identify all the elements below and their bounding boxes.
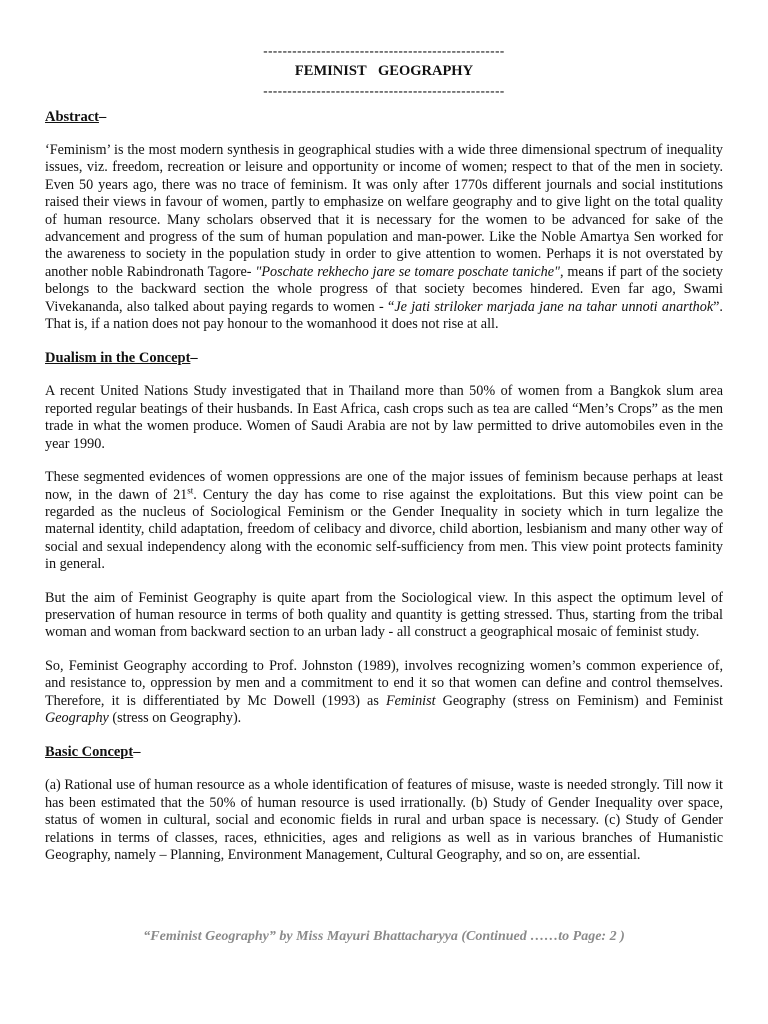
tagore-quote: "Poschate rekhecho jare se tomare poschate taniche" <box>255 263 560 280</box>
basic-concept-heading-dash: – <box>133 744 141 761</box>
abstract-heading-text: Abstract <box>45 109 99 125</box>
dualism-heading <box>45 349 723 367</box>
dualism-p4-text-a: So, Feminist Geography according to Prof. Johnston (1989), involves recognizing women’s common experience of, and resistance to, oppression by men and a commitment to end it so that women can define and control themselves. Therefore, it is differentiated by Mc Dowell (1993) as <box>45 657 723 709</box>
title-rule-bottom: -------------------------------------------------- <box>263 83 505 98</box>
abstract-paragraph <box>45 142 723 333</box>
dualism-paragraph-4 <box>45 658 723 728</box>
dualism-p2-text-a: These segmented evidences of women oppressions are one of the major issues of feminism because perhaps at least now, in the dawn of 21 <box>45 469 723 503</box>
basic-concept-heading <box>45 743 723 761</box>
basic-concept-heading-text: Basic Concept <box>45 744 134 761</box>
vivekananda-quote: Je jati striloker marjada jane na tahar unnoti anarthok <box>394 298 714 315</box>
abstract-text-c: ”. That is, if a nation does not pay honour to the womanhood it does not rise at all. <box>45 298 723 333</box>
abstract-heading <box>45 108 723 126</box>
dualism-heading-text: Dualism in the Concept <box>45 350 191 367</box>
feminist-italic: Feminist <box>385 692 436 709</box>
dualism-paragraph-1: A recent United Nations Study investigated that in Thailand more than 50% of women from a Bangkok slum area reported regular beatings of their husbands. In East Africa, cash crops such as tea are called “Men’s Crops” as the men trade in what the women produce. Women of Saudi Arabia are not by law permitted to drive automobiles even in the year 1990. <box>45 383 723 452</box>
abstract-text-b: , means if part of the society belongs to the backward section the whole progress of that society becomes hindered. Even far ago, Swami Vivekananda, also talked about paying regards to women - “ <box>45 263 723 315</box>
dualism-paragraph-3: But the aim of Feminist Geography is quite apart from the Sociological view. In this aspect the optimum level of preservation of human resource in terms of both quality and quantity is getting stressed. Thus, starting from the tribal woman and woman from backward section to an urban lady - all construct a geographical mosaic of feminist study. <box>45 589 723 641</box>
document-page <box>45 44 723 880</box>
superscript-st: st <box>187 484 194 495</box>
abstract-heading-dash: – <box>98 109 107 125</box>
page-footer: “Feminist Geography” by Miss Mayuri Bhattacharyya (Continued ……to Page: 2 ) <box>143 929 625 944</box>
page-title: FEMINIST GEOGRAPHY <box>294 63 474 79</box>
dualism-p2-text-b: . Century the day has come to rise against the exploitations. But this view point can be regarded as the nucleus of Sociological Feminism or the Gender Inequality in society which in turn legalize the maternal identity, child adaptation, freedom of celibacy and divorce, child abortion, lesbianism and many other way of social and sexual independency along with the economic self-sufficiency from men. This view point protects faminity in general. <box>45 486 723 573</box>
basic-concept-paragraph: (a) Rational use of human resource as a whole identification of features of misuse, waste is needed strongly. Till now it has been estimated that the 50% of human resource is used irrationally. (b) Study of Gender Inequality over space, status of women in cultural, social and economic fields in rural and urban space is necessary. (c) Study of Gender relations in terms of classes, races, ethnicities, ages and religions as well as in various branches of Humanistic Geography, namely – Planning, Environment Management, Cultural Geography, and so on, are essential. <box>45 777 723 863</box>
title-rule-top: -------------------------------------------------- <box>263 43 505 58</box>
abstract-text-a: ‘Feminism’ is the most modern synthesis in geographical studies with a wide three dimensional spectrum of inequality issues, viz. freedom, recreation or leisure and opportunity or income of women; respect to that of the men in society. Even 50 years ago, there was no trace of feminism. It was only after 1770s different journals and social institutions raised their views in favour of women, partly to emphasize on welfare geography and to give light on the total quality of human resource. Many scholars observed that it is necessary for the women to be advanced for sake of the advancement and progress of the sum of human population and man-power. Like the Noble Amartya Sen worked for the awareness to society in the population study in order to give attention to women. Perhaps it is not overstated by another noble Rabindronath Tagore- <box>45 142 723 280</box>
geography-italic: Geography <box>45 709 109 726</box>
dualism-paragraph-2 <box>45 469 723 573</box>
dualism-p4-text-c: (stress on Geography). <box>108 709 242 726</box>
dualism-heading-dash: – <box>190 350 198 367</box>
dualism-p4-text-b: Geography (stress on Feminism) and Feminist <box>435 692 723 709</box>
